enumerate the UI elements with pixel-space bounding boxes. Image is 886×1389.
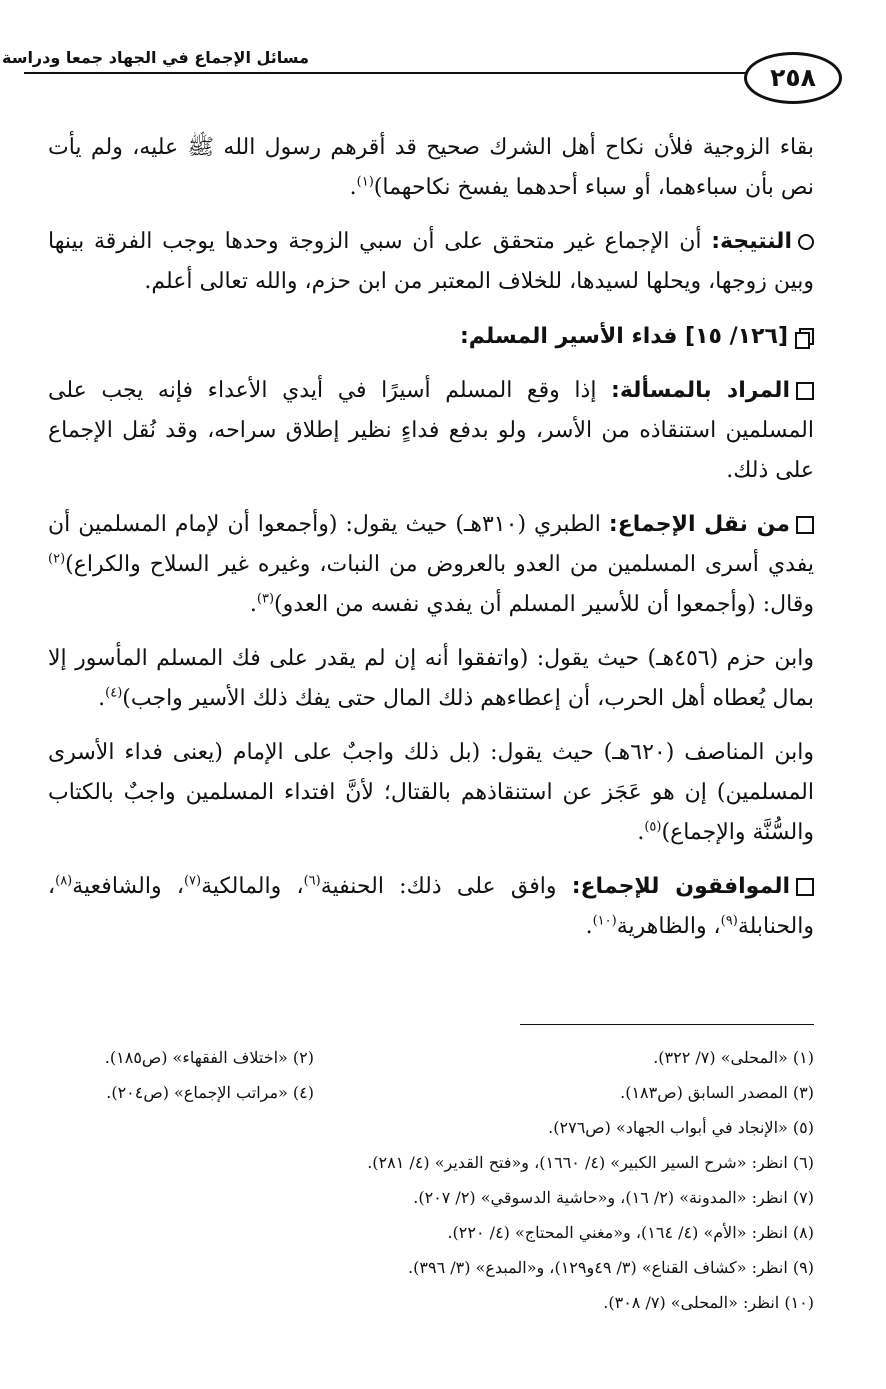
agree-text: ، والشافعية: [72, 874, 184, 899]
section-heading: [48, 316, 814, 357]
footnote-ref: (٥): [644, 819, 662, 835]
footnote-ref: (٣): [256, 591, 275, 607]
page-header: [2, 40, 862, 100]
ibn-munasif-paragraph: [48, 733, 814, 853]
paragraph-continuation: [48, 128, 814, 208]
footnote-ref: (٢): [48, 551, 66, 567]
running-title: مسائل الإجماع في الجهاد جمعا ودراسة: [2, 48, 309, 67]
ibn-hazm-text: وابن حزم (٤٥٦هـ) حيث يقول: (واتفقوا أنه إن لم يقدر على فك المسلم المأسور إلا بمال يُعطاه أهل الحرب، أن إعطاءهم ذلك المال حتى يفك ذلك الأسير واجب): [48, 646, 814, 711]
section-heading-text: [١٢٦/ ١٥] فداء الأسير المسلم:: [459, 324, 788, 349]
footnote-ref: (٩): [720, 913, 738, 929]
footnote-ref: (٨): [55, 873, 73, 889]
square-bullet-icon: [796, 878, 814, 896]
result-paragraph: [48, 222, 814, 302]
footnotes: [48, 1040, 814, 1320]
footnote-row: [48, 1040, 814, 1075]
footnote-row: [48, 1075, 814, 1110]
meaning-text: إذا وقع المسلم أسيرًا في أيدي الأعداء فإنه يجب على المسلمين استنقاذه من الأسر، ولو بدفع فداءٍ نظير إطلاق سراحه، وقد نُقل الإجماع على ذلك.: [48, 378, 814, 483]
period: .: [349, 175, 357, 200]
square-bullet-icon: [796, 382, 814, 400]
period: .: [98, 686, 106, 711]
agreeing-paragraph: [48, 867, 814, 947]
footnote-9: (٩) انظر: «كشاف القناع» (٣/ ٤٩و١٢٩)، و«المبدع» (٣/ ٣٩٦).: [408, 1258, 814, 1277]
footnote-ref: (١): [356, 174, 374, 190]
footnote-ref: (٧): [183, 873, 202, 889]
footnote-ref: (٤): [105, 685, 123, 701]
footnote-7: (٧) انظر: «المدونة» (٢/ ١٦)، و«حاشية الدسوقي» (٢/ ٢٠٧).: [413, 1188, 814, 1207]
footnote-5: (٥) «الإنجاد في أبواب الجهاد» (ص٢٧٦).: [548, 1118, 814, 1137]
period: .: [585, 914, 593, 939]
footnote-separator: [520, 1024, 814, 1025]
period: .: [249, 592, 257, 617]
agree-text: وافق على ذلك: الحنفية: [320, 874, 572, 899]
agree-text: ، والمالكية: [201, 874, 304, 899]
main-text: [48, 128, 814, 961]
header-rule: [24, 72, 792, 74]
p1-line1: بقاء الزوجية فلأن نكاح أهل الشرك صحيح قد أقرهم رسول الله ﷺ عليه، ولم يأت: [48, 135, 814, 160]
meaning-paragraph: [48, 371, 814, 491]
meaning-label: المراد بالمسألة:: [611, 378, 790, 403]
footnote-ref: (١٠): [592, 913, 617, 929]
ibn-hazm-paragraph: [48, 639, 814, 719]
footnote-3: (٣) المصدر السابق (ص١٨٣).: [620, 1083, 814, 1102]
p1-line2: نص بأن سباءهما، أو سباء أحدهما يفسخ نكاحهما): [373, 175, 814, 200]
agree-text: ، والحنابلة: [48, 874, 814, 939]
circle-bullet-icon: [798, 234, 814, 250]
footnote-2: (٢) «اختلاف الفقهاء» (ص١٨٥).: [104, 1048, 314, 1067]
period: .: [637, 820, 645, 845]
agree-text: ، والظاهرية: [616, 914, 721, 939]
document-icon: [798, 328, 814, 346]
transmit-text: الطبري (٣١٠هـ) حيث يقول: (وأجمعوا أن لإمام المسلمين أن يفدي أسرى المسلمين من العدو بالعروض من النبات، وغيره غير السلاح والكراع): [48, 512, 814, 577]
footnote-1: (١) «المحلى» (٧/ ٣٢٢).: [653, 1048, 814, 1067]
footnote-8: (٨) انظر: «الأم» (٤/ ١٦٤)، و«مغني المحتاج» (٤/ ٢٢٠).: [447, 1223, 814, 1242]
footnote-4: (٤) «مراتب الإجماع» (ص٢٠٤).: [106, 1083, 314, 1102]
footnote-ref: (٦): [303, 873, 321, 889]
munasif-text: وابن المناصف (٦٢٠هـ) حيث يقول: (بل ذلك واجبٌ على الإمام (يعنى فداء الأسرى المسلمين) إن هو عَجَز عن استنقاذهم بالقتال؛ لأنَّ افتداء المسلمين واجبٌ بالكتاب والسُّنَّة والإجماع): [48, 740, 815, 845]
page-number: ٢٥٨: [744, 52, 842, 104]
transmit-label: من نقل الإجماع:: [608, 512, 790, 537]
footnote-10: (١٠) انظر: «المحلى» (٧/ ٣٠٨).: [603, 1293, 814, 1312]
agree-label: الموافقون للإجماع:: [571, 874, 790, 899]
result-label: النتيجة:: [711, 229, 792, 254]
square-bullet-icon: [796, 516, 814, 534]
footnote-6: (٦) انظر: «شرح السير الكبير» (٤/ ١٦٦٠)، و«فتح القدير» (٤/ ٢٨١).: [367, 1153, 814, 1172]
transmitters-paragraph: [48, 505, 814, 625]
result-text: أن الإجماع غير متحقق على أن سبي الزوجة وحدها يوجب الفرقة بينها وبين زوجها، ويحلها لسيدها، للخلاف المعتبر من ابن حزم، والله تعالى أعلم.: [48, 229, 814, 294]
transmit-text-2: وقال: (وأجمعوا أن للأسير المسلم أن يفدي نفسه من العدو): [274, 592, 814, 617]
